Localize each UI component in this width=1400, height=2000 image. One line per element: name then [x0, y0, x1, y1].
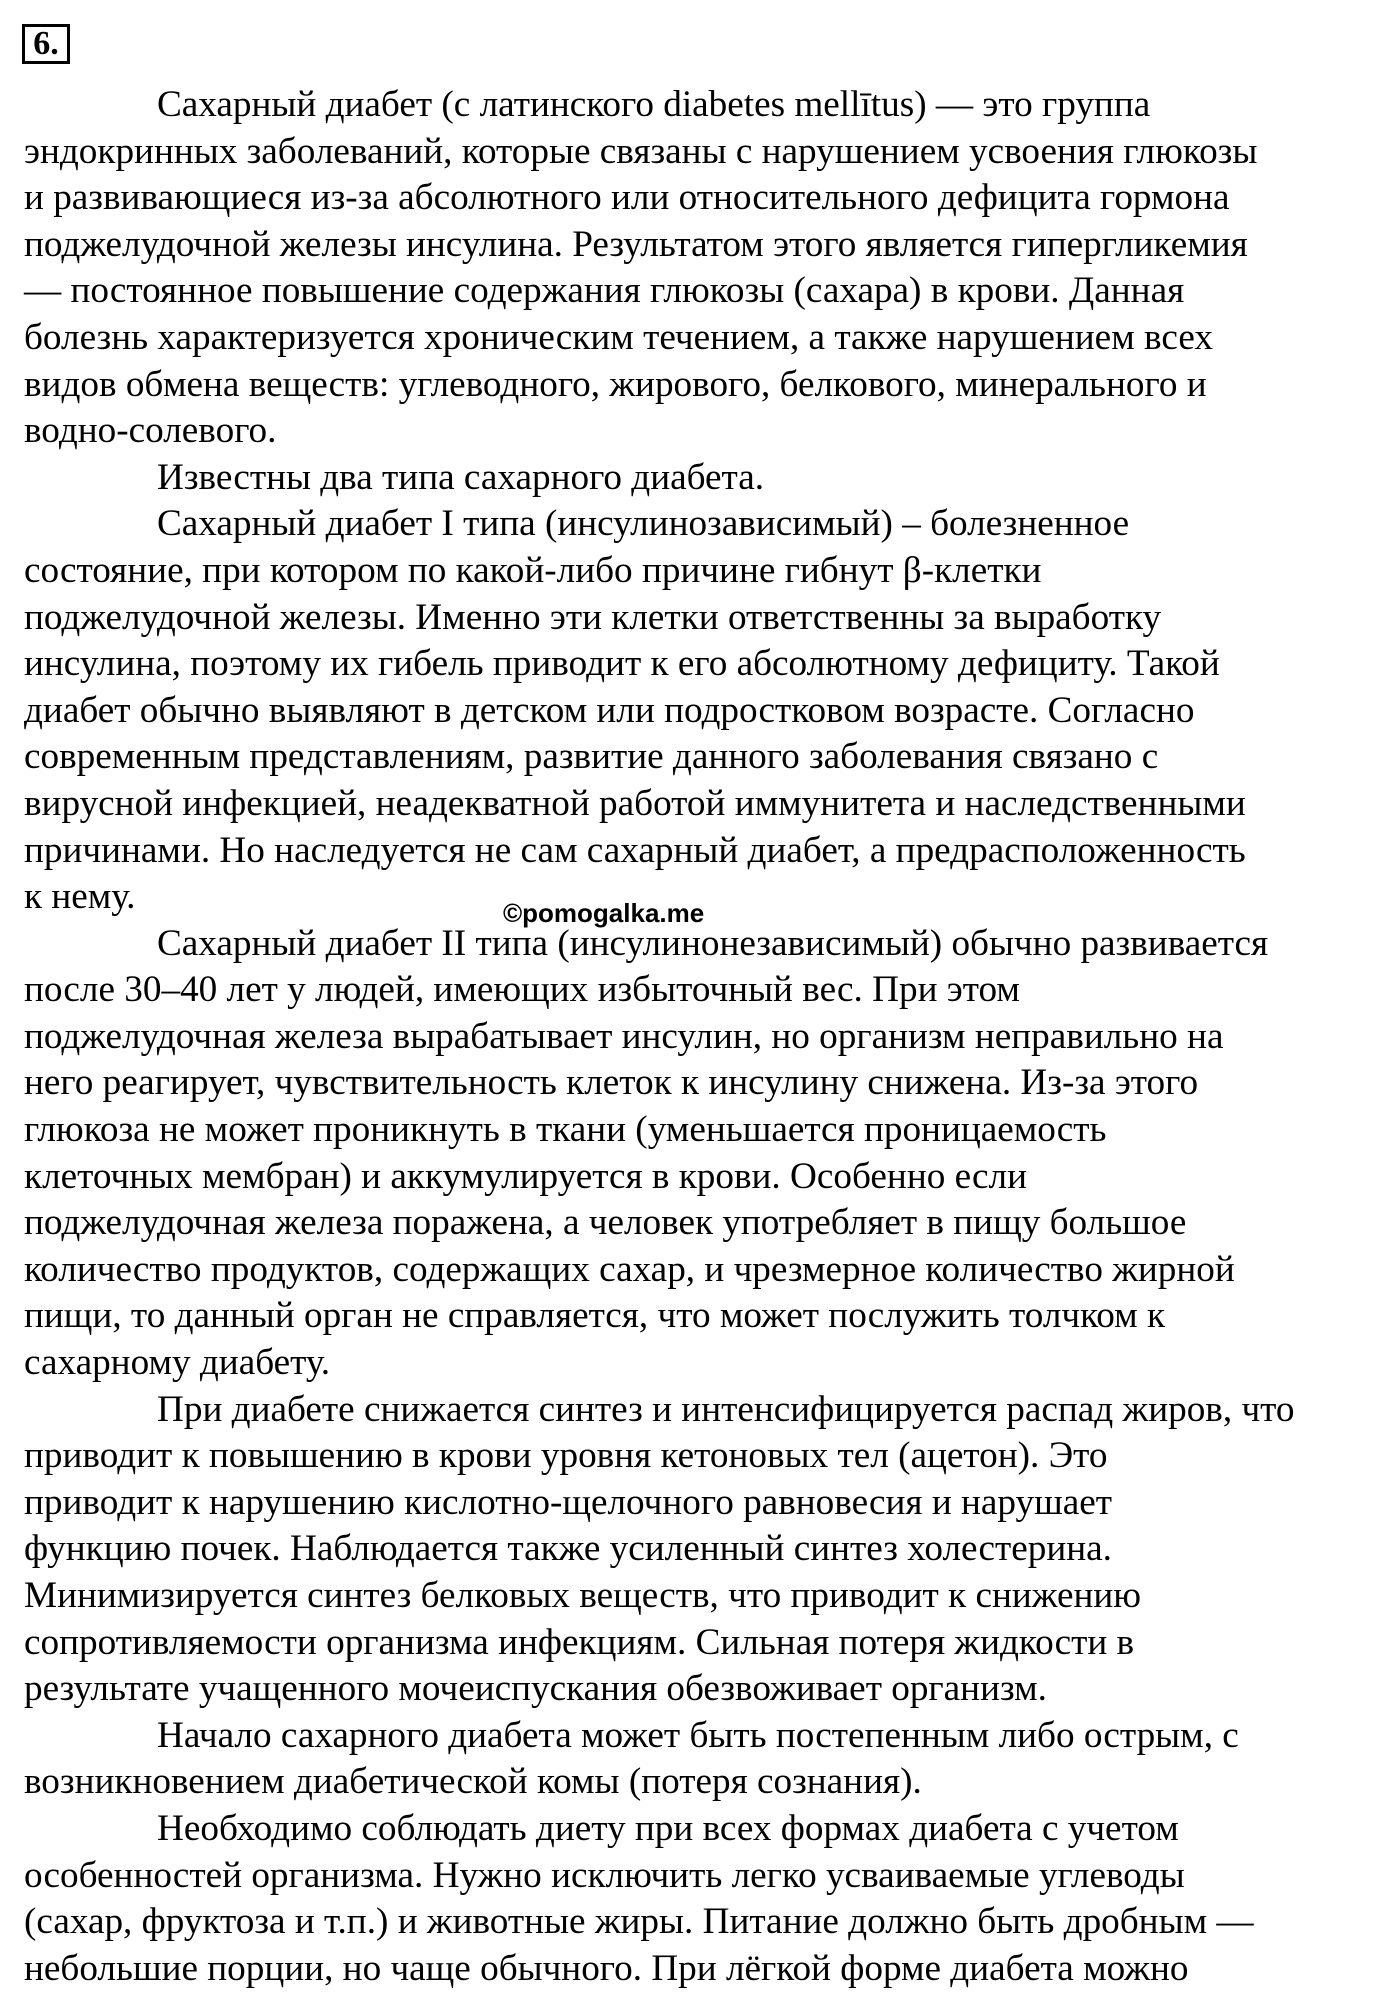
text-line: особенностей организма. Нужно исключить легко усваиваемые углеводы [24, 1854, 1185, 1896]
text-line: водно-солевого. [24, 410, 277, 452]
paragraph [24, 1806, 1384, 1992]
text-line: функцию почек. Наблюдается также усиленный синтез холестерина. [24, 1528, 1112, 1570]
text-line: диабет обычно выявляют в детском или подростковом возрасте. Согласно [24, 689, 1195, 731]
text-line: него реагирует, чувствительность клеток к инсулину снижена. Из-за этого [24, 1062, 1199, 1104]
text-line: поджелудочной железы. Именно эти клетки ответственны за выработку [24, 596, 1162, 638]
text-line: после 30–40 лет у людей, имеющих избыточный вес. При этом [24, 969, 1020, 1011]
text-line: пищи, то данный орган не справляется, что может послужить толчком к [24, 1295, 1166, 1337]
text-line: приводит к нарушению кислотно-щелочного равновесия и нарушает [24, 1481, 1113, 1523]
text-line: (сахар, фруктоза и т.п.) и животные жиры. Питание должно быть дробным — [24, 1901, 1254, 1943]
document-body [24, 82, 1384, 1992]
text-line: сахарному диабету. [24, 1342, 331, 1384]
paragraph [24, 1387, 1384, 1713]
text-line: современным представлениям, развитие данного заболевания связано с [24, 736, 1159, 778]
text-line: сопротивляемости организма инфекциям. Сильная потеря жидкости в [24, 1621, 1135, 1663]
text-line: При диабете снижается синтез и интенсифицируется распад жиров, что [157, 1388, 1295, 1430]
text-line: видов обмена веществ: углеводного, жирового, белкового, минерального и [24, 363, 1207, 405]
text-line: количество продуктов, содержащих сахар, и чрезмерное количество жирной [24, 1248, 1235, 1290]
text-line: и развивающиеся из-за абсолютного или относительного дефицита гормона [24, 177, 1230, 219]
text-line: Сахарный диабет II типа (инсулинонезависимый) обычно развивается [157, 922, 1269, 964]
text-line: Минимизируется синтез белковых веществ, что приводит к снижению [24, 1575, 1142, 1616]
text-line: инсулина, поэтому их гибель приводит к его абсолютному дефициту. Такой [24, 643, 1220, 685]
text-line: состояние, при котором по какой-либо причине гибнут β-клетки [24, 549, 1042, 591]
text-line: болезнь характеризуется хроническим течением, а также нарушением всех [24, 316, 1213, 358]
text-line: Необходимо соблюдать диету при всех формах диабета с учетом [157, 1807, 1179, 1849]
text-line: поджелудочная железа вырабатывает инсулин, но организм неправильно на [24, 1015, 1224, 1057]
watermark: ©pomogalka.me [503, 898, 705, 928]
task-number-box: 6. [22, 24, 70, 64]
text-line: эндокринных заболеваний, которые связаны с нарушением усвоения глюкозы [24, 130, 1258, 172]
text-line: вирусной инфекцией, неадекватной работой иммунитета и наследственными [24, 782, 1246, 824]
text-line: клеточных мембран) и аккумулируется в крови. Особенно если [24, 1155, 1028, 1197]
text-line: причинами. Но наследуется не сам сахарный диабет, а предрасположенность [24, 829, 1246, 871]
paragraph [24, 501, 1384, 920]
paragraph [24, 455, 1384, 502]
text-line: Известны два типа сахарного диабета. [157, 456, 765, 498]
text-line: к нему. [24, 876, 136, 918]
text-line: возникновением диабетической комы (потеря сознания). [24, 1761, 922, 1803]
paragraph [24, 1713, 1384, 1806]
text-line: поджелудочная железа поражена, а человек употребляет в пищу большое [24, 1202, 1187, 1244]
text-line: Сахарный диабет (с латинского diabetes mellītus) — это группа [157, 84, 1151, 125]
text-line: приводит к повышению в крови уровня кетоновых тел (ацетон). Это [24, 1435, 1108, 1477]
text-line: результате учащенного мочеиспускания обезвоживает организм. [24, 1668, 1047, 1710]
paragraph [24, 921, 1384, 1387]
text-line: поджелудочной железы инсулина. Результатом этого является гипергликемия [24, 223, 1248, 265]
text-line: глюкоза не может проникнуть в ткани (уменьшается проницаемость [24, 1109, 1107, 1151]
text-line: Начало сахарного диабета может быть постепенным либо острым, с [157, 1714, 1239, 1756]
text-line: Сахарный диабет I типа (инсулинозависимый) – болезненное [157, 503, 1130, 545]
text-line: небольшие порции, но чаще обычного. При лёгкой форме диабета можно [24, 1947, 1189, 1989]
text-line: — постоянное повышение содержания глюкозы (сахара) в крови. Данная [24, 270, 1185, 312]
paragraph [24, 82, 1384, 455]
